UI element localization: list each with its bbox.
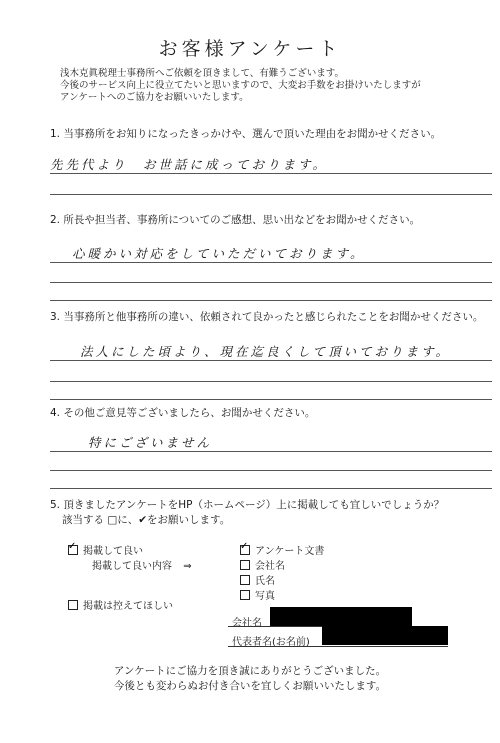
answer-line [50,381,492,382]
publish-content-text: 掲載して良い内容 [92,561,172,572]
answer-line [50,282,492,283]
arrow-icon: ⇒ [183,561,192,572]
answer-line [50,470,492,471]
content-survey-checkbox[interactable] [240,545,250,555]
redacted-representative-name [322,626,448,645]
publish-ok-option[interactable] [68,542,143,557]
content-company-checkbox[interactable] [240,560,250,570]
publish-ok-label: 掲載して良い [83,546,143,557]
intro-line-2: 今後のサービス向上に役立てたいと思いますので、大変お手数をお掛けいたしますが [60,80,421,91]
content-survey-label: アンケート文書 [255,546,325,557]
representative-name-label: 代表者名(お名前) [232,637,310,648]
publish-ok-checkbox[interactable] [68,545,78,555]
content-photo-label: 写真 [255,591,275,602]
question-4-answer: 特にございません [88,435,213,450]
answer-line [50,488,492,489]
content-company-label: 会社名 [255,561,285,572]
question-3-answer: 法人にした頃より、現在迄良くして頂いております。 [80,344,452,359]
question-4-label: 4. その他ご意見等ございましたら、お聞かせください。 [50,407,316,419]
answer-line [50,194,492,195]
content-option-name[interactable] [240,572,275,587]
question-1-answer: 先先代より お世話に成っております。 [50,157,329,172]
content-option-survey[interactable] [240,542,324,557]
answer-line [50,262,492,263]
question-3-label: 3. 当事務所と他事務所の違い、依頼されて良かったと感じられたことをお聞かせください。 [50,311,484,323]
page-title: お客様アンケート [158,38,342,60]
content-name-checkbox[interactable] [240,575,250,585]
publish-decline-checkbox[interactable] [68,600,78,610]
answer-line [50,399,492,400]
publish-decline-option[interactable] [68,597,173,612]
publish-decline-label: 掲載は控えてほしい [83,601,173,612]
company-name-label: 会社名 [232,618,262,629]
footer-line-1: アンケートにご協力を頂き誠にありがとうございました。 [113,665,387,677]
content-option-company[interactable] [240,557,285,572]
content-option-photo[interactable] [240,587,275,602]
intro-line-3: アンケートへのご協力をお願いいたします。 [60,92,249,103]
answer-line [50,360,492,361]
representative-name-underline [228,646,448,647]
intro-line-1: 浅木克眞税理士事務所へご依頼を頂きまして、有難うございます。 [60,68,345,79]
answer-line [50,300,492,301]
content-photo-checkbox[interactable] [240,590,250,600]
redacted-company-name [270,607,412,626]
question-5-instruction: 該当する □に、✔をお願いします。 [62,514,231,526]
publish-content-label [92,557,192,572]
question-2-answer: 心暖かい対応をしていただいております。 [72,246,366,261]
content-name-label: 氏名 [255,576,275,587]
question-1-label: 1. 当事務所をお知りになったきっかけや、選んで頂いた理由をお聞かせください。 [50,128,442,140]
answer-line [50,173,492,174]
answer-line [50,451,492,452]
question-2-label: 2. 所長や担当者、事務所についてのご感想、思い出などをお聞かせください。 [50,214,421,226]
footer-line-2: 今後とも変わらぬお付き合いを宜しくお願いいたします。 [113,680,387,692]
question-5-label: 5. 頂きましたアンケートをHP（ホームページ）上に掲載しても宜しいでしょうか？ [50,499,445,511]
